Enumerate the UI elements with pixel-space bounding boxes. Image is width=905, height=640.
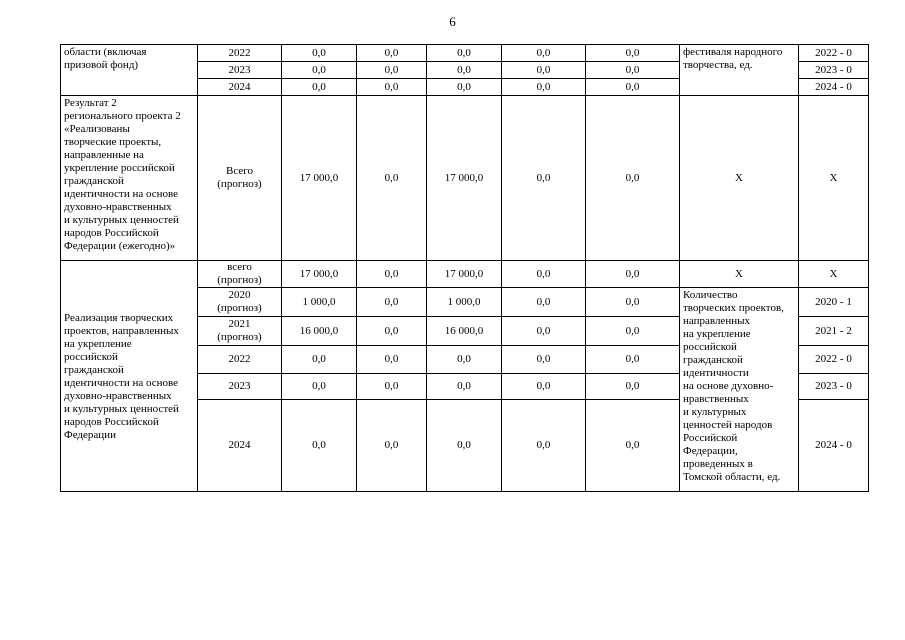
regional-cell: 0,0 xyxy=(427,62,502,79)
federal-cell: 0,0 xyxy=(357,400,427,492)
period-cell: 2023 xyxy=(198,374,282,400)
local-cell: 0,0 xyxy=(502,374,586,400)
table-row xyxy=(61,261,869,288)
target-cell: 2024 - 0 xyxy=(799,79,869,96)
total-cell: 17 000,0 xyxy=(282,96,357,261)
extrabudget-cell: 0,0 xyxy=(586,317,680,346)
federal-cell: 0,0 xyxy=(357,96,427,261)
extrabudget-cell: 0,0 xyxy=(586,346,680,374)
table-row xyxy=(61,45,869,62)
regional-cell: 0,0 xyxy=(427,400,502,492)
period-cell: Всего (прогноз) xyxy=(198,96,282,261)
period-cell: 2020 (прогноз) xyxy=(198,288,282,317)
regional-cell: 0,0 xyxy=(427,45,502,62)
total-cell: 0,0 xyxy=(282,62,357,79)
extrabudget-cell: 0,0 xyxy=(586,400,680,492)
regional-cell: 1 000,0 xyxy=(427,288,502,317)
extrabudget-cell: 0,0 xyxy=(586,288,680,317)
total-cell: 0,0 xyxy=(282,374,357,400)
total-cell: 0,0 xyxy=(282,45,357,62)
federal-cell: 0,0 xyxy=(357,261,427,288)
federal-cell: 0,0 xyxy=(357,45,427,62)
total-cell: 0,0 xyxy=(282,400,357,492)
local-cell: 0,0 xyxy=(502,288,586,317)
target-cell: 2023 - 0 xyxy=(799,374,869,400)
federal-cell: 0,0 xyxy=(357,346,427,374)
table-row xyxy=(61,96,869,261)
target-cell: 2022 - 0 xyxy=(799,346,869,374)
period-cell: 2024 xyxy=(198,79,282,96)
target-cell: 2023 - 0 xyxy=(799,62,869,79)
period-cell: 2021 (прогноз) xyxy=(198,317,282,346)
result-name: Результат 2 регионального проекта 2 «Реализованы творческие проекты, направленные на укрепление российской гражданской идентичности на основе духовно-нравственных и культурных ценностей народов Российской Федерации (ежегодно)» xyxy=(61,96,198,261)
target-cell: 2024 - 0 xyxy=(799,400,869,492)
federal-cell: 0,0 xyxy=(357,288,427,317)
extrabudget-cell: 0,0 xyxy=(586,62,680,79)
federal-cell: 0,0 xyxy=(357,374,427,400)
local-cell: 0,0 xyxy=(502,45,586,62)
regional-cell: 16 000,0 xyxy=(427,317,502,346)
page-number: 6 xyxy=(449,14,456,29)
total-cell: 0,0 xyxy=(282,79,357,96)
indicator-name: фестиваля народного творчества, ед. xyxy=(680,45,799,96)
period-cell: 2023 xyxy=(198,62,282,79)
local-cell: 0,0 xyxy=(502,400,586,492)
local-cell: 0,0 xyxy=(502,96,586,261)
local-cell: 0,0 xyxy=(502,317,586,346)
local-cell: 0,0 xyxy=(502,346,586,374)
local-cell: 0,0 xyxy=(502,62,586,79)
indicator-cell: Х xyxy=(680,96,799,261)
target-cell: 2022 - 0 xyxy=(799,45,869,62)
extrabudget-cell: 0,0 xyxy=(586,45,680,62)
local-cell: 0,0 xyxy=(502,261,586,288)
activity-name: Реализация творческих проектов, направленных на укрепление российской гражданской идентичности на основе духовно-нравственных и культурных ценностей народов Российской Федерации xyxy=(61,261,198,492)
indicator-cell: Х xyxy=(680,261,799,288)
period-cell: 2024 xyxy=(198,400,282,492)
period-cell: всего (прогноз) xyxy=(198,261,282,288)
target-cell: 2020 - 1 xyxy=(799,288,869,317)
total-cell: 16 000,0 xyxy=(282,317,357,346)
federal-cell: 0,0 xyxy=(357,62,427,79)
target-cell: 2021 - 2 xyxy=(799,317,869,346)
total-cell: 0,0 xyxy=(282,346,357,374)
period-cell: 2022 xyxy=(198,45,282,62)
total-cell: 17 000,0 xyxy=(282,261,357,288)
activity-name: области (включая призовой фонд) xyxy=(61,45,198,96)
local-cell: 0,0 xyxy=(502,79,586,96)
regional-cell: 0,0 xyxy=(427,79,502,96)
target-cell: Х xyxy=(799,96,869,261)
total-cell: 1 000,0 xyxy=(282,288,357,317)
target-cell: Х xyxy=(799,261,869,288)
regional-cell: 17 000,0 xyxy=(427,96,502,261)
extrabudget-cell: 0,0 xyxy=(586,374,680,400)
budget-table xyxy=(60,44,869,492)
regional-cell: 17 000,0 xyxy=(427,261,502,288)
extrabudget-cell: 0,0 xyxy=(586,96,680,261)
federal-cell: 0,0 xyxy=(357,317,427,346)
regional-cell: 0,0 xyxy=(427,374,502,400)
regional-cell: 0,0 xyxy=(427,346,502,374)
extrabudget-cell: 0,0 xyxy=(586,79,680,96)
federal-cell: 0,0 xyxy=(357,79,427,96)
period-cell: 2022 xyxy=(198,346,282,374)
extrabudget-cell: 0,0 xyxy=(586,261,680,288)
indicator-name: Количество творческих проектов, направленных на укрепление российской гражданской идентичности на основе духовно- нравственных и культурных ценностей народов Российской Федерации, проведенных в Томской области, ед. xyxy=(680,288,799,492)
